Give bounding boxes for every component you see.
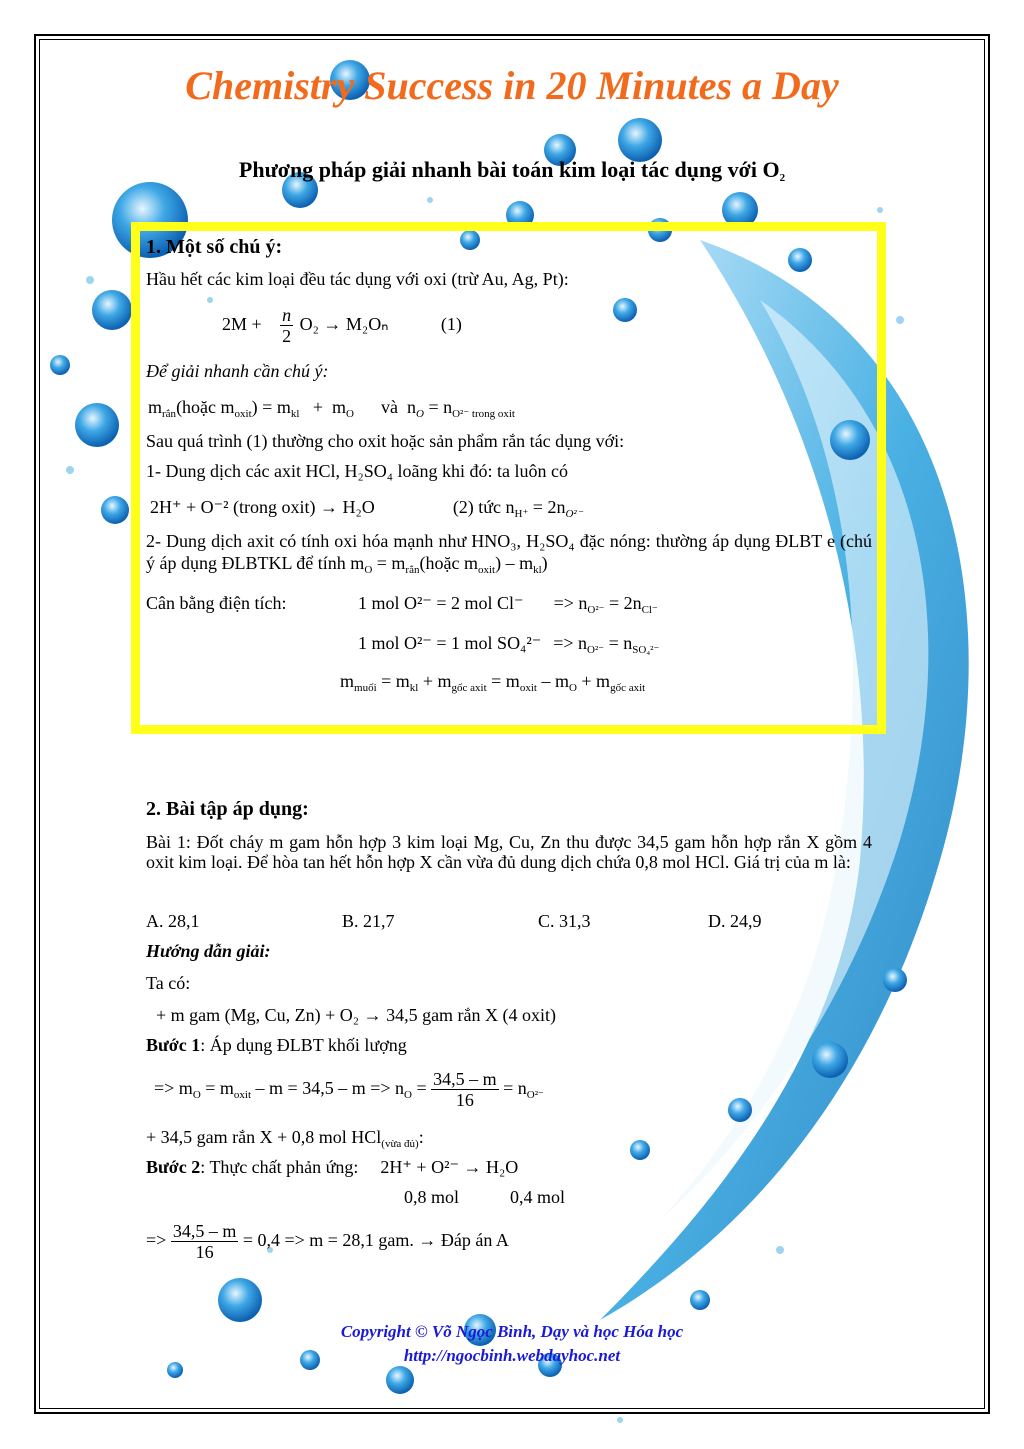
charge2-r: => n <box>553 633 588 653</box>
section1-line1: Hầu hết các kim loại đều tác dụng với oxi (trừ Au, Ag, Pt): <box>146 269 569 289</box>
charge1-rr: = 2n <box>608 593 642 613</box>
sub-o: O <box>346 408 354 420</box>
react2-sub: (vừa đủ) <box>381 1138 419 1150</box>
charge-equation-2: 1 mol O²⁻ = 1 mol $SO_4^{2-} => n_{O^{2-}} = n_{SO_4^{2-}}$ <box>358 633 660 656</box>
footer-url[interactable]: http://ngocbinh.webdayhoc.net <box>403 1346 621 1365</box>
eq1-tag: (1) <box>440 314 462 334</box>
subtitle-subscript: 2 <box>779 172 786 184</box>
step-2 <box>146 1156 518 1178</box>
subtitle-text: Phương pháp giải nhanh bài toán kim loại tác dụng với O <box>238 157 780 182</box>
section1-line2: Sau quá trình (1) thường cho oxit hoặc sản phẩm rắn tác dụng với: <box>146 431 625 451</box>
equation-2: 2H⁺ + O⁻² (trong oxit) → H₂O (2) tức $n_{H^+} = 2n_{O^{2-}}$ <box>150 497 583 520</box>
charge1-text: 1 mol O²⁻ = 2 mol Cl⁻ <box>358 593 524 613</box>
step1-text: : Áp dụng ĐLBT khối lượng <box>200 1035 407 1055</box>
charge1-r: => n <box>553 593 588 613</box>
sub-goc-axit: gốc axit <box>610 682 646 694</box>
option-c: C. 31,3 <box>538 911 591 931</box>
step1-eq-a: => m <box>154 1078 193 1098</box>
step1-frac-num: 34,5 – m <box>433 1069 497 1090</box>
option-b: B. 21,7 <box>342 911 395 931</box>
charge-equation-1: 1 mol O²⁻ = 2 mol $Cl^- => n_{O^{2-}} = 2n_{Cl^-}$ <box>358 593 658 616</box>
section1-line3: 1- Dung dịch các axit HCl, H₂SO₄ loãng khi đó: ta luôn có <box>146 461 568 481</box>
final-post: = 0,4 => m = 28,1 gam. → Đáp án A <box>242 1230 509 1250</box>
step1-eq-c: – m = 34,5 – m => n <box>255 1078 405 1098</box>
line4-tail: = m <box>376 553 406 573</box>
eq2-tag: (2) tức n <box>452 497 515 517</box>
eq2-right: = 2n <box>532 497 566 517</box>
note-label: Để giải nhanh cần chú ý: <box>146 361 329 381</box>
equation-1 <box>222 304 462 346</box>
final-pre: => <box>146 1230 167 1250</box>
step-1 <box>146 1034 407 1056</box>
option-d: D. 24,9 <box>708 911 762 931</box>
section1-line4: 2- Dung dịch axit có tính oxi hóa mạnh như HNO₃, H₂SO₄ đặc nóng: thường áp dụng ĐLBT e (chú ý áp dụng ĐLBTKL để tính $m_O$ = $m_{rắn}(hoặc$ $m_{oxit}) - m_{kl}$) <box>146 531 872 576</box>
reaction-2: + 34,5 gam rắn X + 0,8 mol HCl$_{(vừa đủ)}$: <box>146 1127 424 1150</box>
step2-label: Bước 2 <box>146 1157 201 1177</box>
step1-equation: => $m_O = m_{oxit} - m = 34,5 - m => n_O$ = $\frac{34,5 - m}{16}$ = $n_{O^{2-}}$ <box>154 1069 544 1111</box>
step1-fraction <box>431 1069 499 1110</box>
step1-frac-den: 16 <box>455 1090 474 1111</box>
eq1-right: O₂ → M₂Oₙ <box>299 314 389 334</box>
taco-label: Ta có: <box>146 973 191 993</box>
page-subtitle <box>40 156 984 184</box>
react2-text: + 34,5 gam rắn X + 0,8 mol HCl <box>146 1127 382 1147</box>
problem-1: Bài 1: Đốt cháy m gam hỗn hợp 3 kim loại Mg, Cu, Zn thu được 34,5 gam hỗn hợp rắn X gồm 4 oxit kim loại. Để hòa tan hết hỗn hợp X cần vừa đủ dung dịch chứa 0,8 mol HCl. Giá trị của m là: <box>146 832 872 872</box>
sub-o2-trong-oxit: O²⁻ trong oxit <box>452 408 515 420</box>
step2-text: : Thực chất phản ứng: <box>200 1157 359 1177</box>
eq1-fraction <box>280 305 293 346</box>
page-title: Chemistry Success in 20 Minutes a Day <box>185 63 839 108</box>
step1-eq-d: = n <box>503 1078 527 1098</box>
line4-text: 2- Dung dịch axit có tính oxi hóa mạnh như HNO₃, H₂SO₄ đặc nóng: thường áp dụng ĐLBT e (chú ý áp dụng ĐLBTKL để tính m <box>146 531 872 573</box>
option-a: A. 28,1 <box>146 911 200 931</box>
charge2-text: 1 mol O²⁻ = 1 mol SO₄²⁻ <box>358 633 542 653</box>
salt-equation: $m_{muối} = m_{kl} + m_{gốc axit} = m_{oxit} - m_O + m_{gốc axit}$ <box>340 671 646 694</box>
final-equation <box>146 1220 509 1262</box>
sub-kl: kl <box>290 408 300 420</box>
reaction-1: + m gam (Mg, Cu, Zn) + O₂ → 34,5 gam rắn X (4 oxit) <box>156 1005 557 1025</box>
mol-2: 0,4 mol <box>510 1187 566 1207</box>
sub-ran: rắn <box>162 408 177 420</box>
charge-label: Cân bằng điện tích: <box>146 593 287 613</box>
eq1-left: 2M + <box>222 314 262 334</box>
sub-muoi: muối <box>354 682 377 694</box>
sub-oxit: oxit <box>234 408 252 420</box>
step1-eq-b: = m <box>205 1078 234 1098</box>
final-frac-den: 16 <box>195 1242 214 1263</box>
eq1-frac-den: 2 <box>282 326 292 347</box>
final-fraction <box>171 1221 239 1262</box>
eq1-frac-num: n <box>282 305 292 326</box>
section2-heading: 2. Bài tập áp dụng: <box>146 798 309 820</box>
charge2-rr: = n <box>608 633 633 653</box>
step2-eq: 2H⁺ + O²⁻ → H₂O <box>380 1157 519 1177</box>
final-frac-num: 34,5 – m <box>172 1221 237 1242</box>
section1-heading: 1. Một số chú ý: <box>146 236 283 258</box>
line4-final: ) – m <box>495 553 534 573</box>
copyright-text: Copyright © Võ Ngọc Bình, Dạy và học Hóa học <box>340 1322 684 1341</box>
guide-heading: Hướng dẫn giải: <box>146 941 271 961</box>
step1-label: Bước 1 <box>146 1035 201 1055</box>
mol-1: 0,8 mol <box>404 1187 460 1207</box>
line4-end: (hoặc m <box>419 553 478 573</box>
eq2-text: 2H⁺ + O⁻² (trong oxit) → H₂O <box>150 497 375 517</box>
mass-equation: $m_{rắn}(hoặc$ $m_{oxit}) = m_{kl} + m_O$ và $n_O = n_{O^{2-} trong oxit}$ <box>148 397 515 420</box>
